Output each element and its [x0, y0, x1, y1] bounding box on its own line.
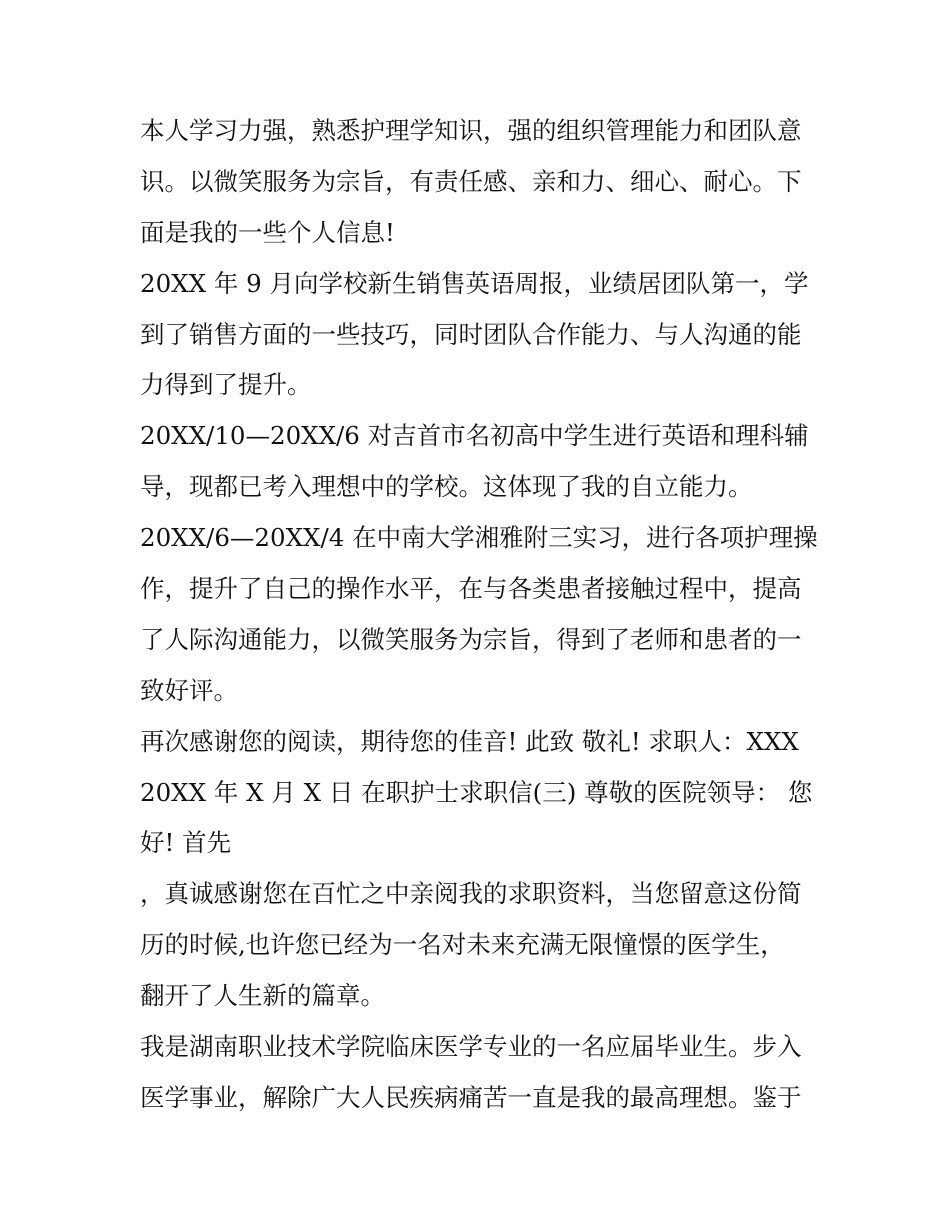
text-line: 面是我的一些个人信息!	[140, 217, 395, 247]
text-line: 20XX/6—20XX/4 在中南大学湘雅附三实习，进行各项护理操	[140, 523, 818, 553]
text-line: 历的时候,也许您已经为一名对未来充满无限憧憬的医学生，	[140, 930, 785, 960]
text-line: 20XX/10—20XX/6 对吉首市名初高中学生进行英语和理科辅	[140, 421, 809, 451]
text-line: 20XX 年 9 月向学校新生销售英语周报，业绩居团队第一，学	[140, 268, 809, 298]
text-line: 到了销售方面的一些技巧，同时团队合作能力、与人沟通的能	[140, 319, 802, 349]
text-line: 导，现都已考入理想中的学校。这体现了我的自立能力。	[140, 472, 753, 502]
text-line: 致好评。	[140, 675, 238, 705]
text-line: 本人学习力强，熟悉护理学知识，强的组织管理能力和团队意	[140, 116, 802, 145]
text-line: 20XX 年 X 月 X 日 在职护士求职信(三) 尊敬的医院领导： 您	[140, 777, 813, 807]
text-line: 识。以微笑服务为宗旨，有责任感、亲和力、细心、耐心。下	[140, 166, 802, 196]
text-line: 力得到了提升。	[140, 370, 312, 400]
text-line: 作，提升了自己的操作水平，在与各类患者接触过程中，提高	[140, 574, 802, 604]
text-line: 医学事业，解除广大人民疾病痛苦一直是我的最高理想。鉴于	[140, 1082, 802, 1112]
text-line: 再次感谢您的阅读，期待您的佳音! 此致 敬礼! 求职人：XXX	[140, 726, 799, 756]
body-text	[140, 106, 820, 1124]
text-line: ，真诚感谢您在百忙之中亲阅我的求职资料，当您留意这份简	[140, 879, 802, 909]
text-line: 翻开了人生新的篇章。	[140, 981, 385, 1011]
text-line: 我是湖南职业技术学院临床医学专业的一名应届毕业生。步入	[140, 1032, 802, 1062]
text-line: 好! 首先	[140, 828, 232, 858]
text-line: 了人际沟通能力，以微笑服务为宗旨，得到了老师和患者的一	[140, 624, 802, 654]
